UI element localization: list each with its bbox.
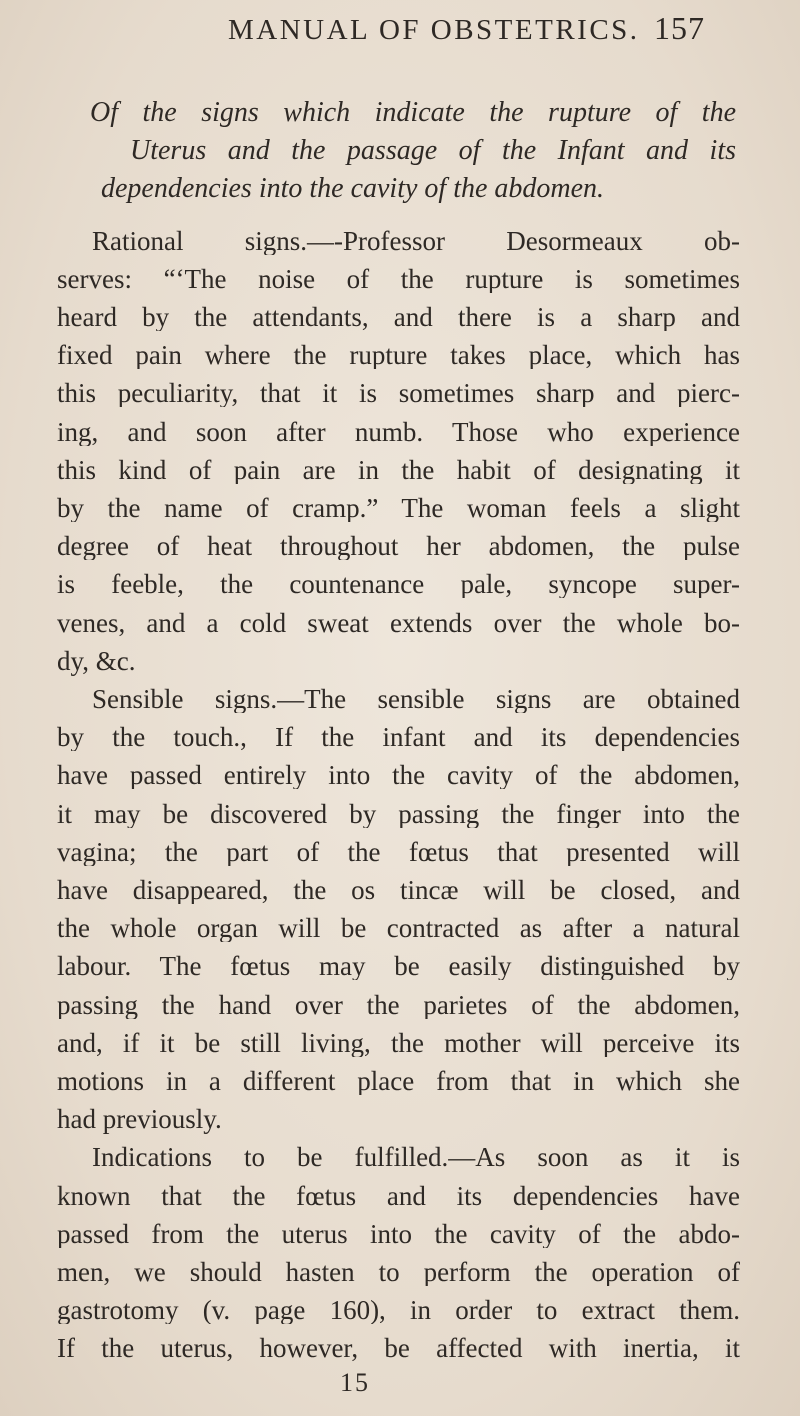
- section-title-line-2: Uterus and the passage of the Infant and its: [130, 137, 736, 166]
- text-line: venes, and a cold sweat extends over the whole bo-: [57, 609, 740, 637]
- text-line: and, if it be still living, the mother will perceive its: [57, 1029, 740, 1057]
- text-line: Rational signs.—-Professor Desormeaux ob-: [92, 227, 740, 255]
- text-line: heard by the attendants, and there is a sharp and: [57, 304, 740, 331]
- section-title-line-1: Of the signs which indicate the rupture of the: [90, 99, 736, 127]
- text-line: degree of heat throughout her abdomen, the pulse: [57, 533, 740, 561]
- text-line: labour. The fœtus may be easily distinguished by: [57, 953, 740, 981]
- text-line: passing the hand over the parietes of the abdomen,: [57, 991, 740, 1019]
- text-line: Sensible signs.—The sensible signs are obtained: [92, 686, 740, 713]
- text-line: If the uterus, however, be affected with inertia, it: [57, 1335, 740, 1363]
- text-line: dy, &c.: [57, 645, 136, 676]
- text-line: the whole organ will be contracted as after a natural: [57, 915, 740, 943]
- text-line: Indications to be fulfilled.—As soon as it is: [92, 1144, 740, 1172]
- text-line: have disappeared, the os tincæ will be closed, and: [57, 877, 740, 904]
- text-line: fixed pain where the rupture takes place, which has: [57, 342, 740, 370]
- text-line: men, we should hasten to perform the operation of: [57, 1259, 740, 1286]
- text-line: by the name of cramp.” The woman feels a slight: [57, 495, 740, 522]
- text-line: ing, and soon after numb. Those who experience: [57, 418, 740, 446]
- text-line: vagina; the part of the fœtus that presented will: [57, 838, 740, 866]
- text-line: it may be discovered by passing the finger into the: [57, 800, 740, 828]
- signature-mark: 15: [340, 1367, 370, 1397]
- text-line: have passed entirely into the cavity of the abdomen,: [57, 762, 740, 790]
- text-line: passed from the uterus into the cavity of the abdo-: [57, 1220, 740, 1248]
- text-line: known that the fœtus and its dependencies have: [57, 1182, 740, 1210]
- text-line: this peculiarity, that it is sometimes sharp and pierc-: [57, 380, 740, 408]
- text-line: had previously.: [57, 1104, 222, 1135]
- text-line: serves: “‘The noise of the rupture is sometimes: [57, 265, 740, 293]
- running-title: MANUAL OF OBSTETRICS.: [228, 14, 640, 46]
- text-line: by the touch., If the infant and its dependencies: [57, 724, 740, 752]
- page-number: 157: [654, 10, 705, 46]
- text-line: gastrotomy (v. page 160), in order to extract them.: [57, 1297, 740, 1325]
- section-title-line-3: dependencies into the cavity of the abdomen.: [101, 173, 605, 205]
- text-line: motions in a different place from that in which she: [57, 1068, 740, 1095]
- text-line: this kind of pain are in the habit of designating it: [57, 456, 740, 484]
- text-line: is feeble, the countenance pale, syncope super-: [57, 571, 740, 599]
